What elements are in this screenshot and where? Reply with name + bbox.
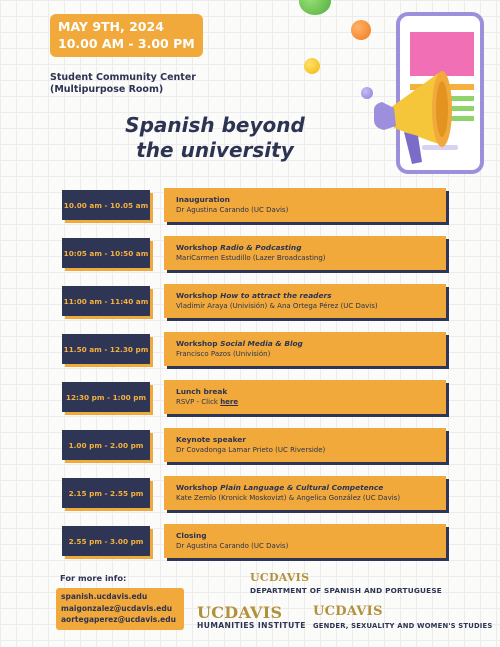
event-time: 10.00 AM - 3.00 PM [58,36,195,51]
rsvp-link[interactable]: here [220,398,239,406]
event-card [164,380,446,414]
time-slot: 10:05 am - 10:50 am [62,238,150,268]
logo-gender-sexuality [313,604,492,630]
ucdavis-wordmark: UCDAVIS [313,604,383,619]
event-speaker: RSVP - Click here [176,398,239,406]
contact-box [56,588,184,630]
ucdavis-wordmark: UCDAVIS [250,571,310,584]
date-badge [50,14,203,57]
time-slot: 1.00 pm - 2.00 pm [62,430,150,460]
event-title: Workshop Radio & Podcasting [176,243,302,252]
event-card [164,332,446,366]
event-card [164,284,446,318]
event-title: Workshop Plain Language & Cultural Competence [176,483,384,492]
time-slot: 10.00 am - 10.05 am [62,190,150,220]
schedule-row [62,380,446,414]
event-date: MAY 9TH, 2024 [58,19,164,34]
schedule-row [62,428,446,462]
venue [50,72,196,96]
schedule-row [62,188,446,222]
department-name: DEPARTMENT OF SPANISH AND PORTUGUESE [250,586,442,595]
event-speaker: Francisco Pazos (Univisión) [176,350,271,358]
event-speaker: Dr Covadonga Lamar Prieto (UC Riverside) [176,446,326,454]
event-speaker: MariCarmen Estudillo (Lazer Broadcasting) [176,254,326,262]
title-line-2: the university [136,138,294,162]
contact-email[interactable]: aortegaperez@ucdavis.edu [61,615,176,624]
time-slot: 2.15 pm - 2.55 pm [62,478,150,508]
title-line-1: Spanish beyond [125,113,305,137]
schedule-row [62,476,446,510]
institute-name: HUMANITIES INSTITUTE [197,621,306,630]
event-speaker: Dr Agustina Carando (UC Davis) [176,206,289,214]
page-title [100,113,330,163]
ucdavis-wordmark: UCDAVIS [197,603,283,622]
contact-website[interactable]: spanish.ucdavis.edu [61,592,148,601]
event-speaker: Kate Zemlo (Kronick Moskovizt) & Angelica González (UC Davis) [176,494,401,502]
megaphone-phone-illustration [360,10,490,178]
program-name: GENDER, SEXUALITY AND WOMEN'S STUDIES [313,622,493,630]
event-card [164,476,446,510]
contact-label: For more info: [60,573,127,583]
event-title: Lunch break [176,387,228,396]
event-speaker: Vladimir Araya (Univisión) & Ana Ortega Pérez (UC Davis) [176,302,378,310]
time-slot: 2.55 pm - 3.00 pm [62,526,150,556]
event-card [164,428,446,462]
contact-email[interactable]: maigonzalez@ucdavis.edu [61,603,173,613]
event-card [164,524,446,558]
event-card [164,236,446,270]
event-title: Keynote speaker [176,435,246,444]
venue-room: (Multipurpose Room) [50,84,164,95]
logo-humanities-institute [197,604,306,630]
decor-yellow-circle [304,58,320,74]
event-title: Inauguration [176,195,230,204]
event-title: Workshop Social Media & Blog [176,339,303,348]
time-slot: 12:30 pm - 1:00 pm [62,382,150,412]
event-title: Workshop How to attract the readers [176,291,332,300]
logo-spanish-portuguese [250,572,442,595]
time-slot: 11.50 am - 12.30 pm [62,334,150,364]
event-title: Closing [176,531,207,540]
schedule-row [62,524,446,558]
decor-green-circle [299,0,331,15]
time-slot: 11:00 am - 11:40 am [62,286,150,316]
schedule-row [62,284,446,318]
schedule-row [62,332,446,366]
event-card [164,188,446,222]
venue-name: Student Community Center [50,72,196,83]
schedule-row [62,236,446,270]
event-speaker: Dr Agustina Carando (UC Davis) [176,542,289,550]
